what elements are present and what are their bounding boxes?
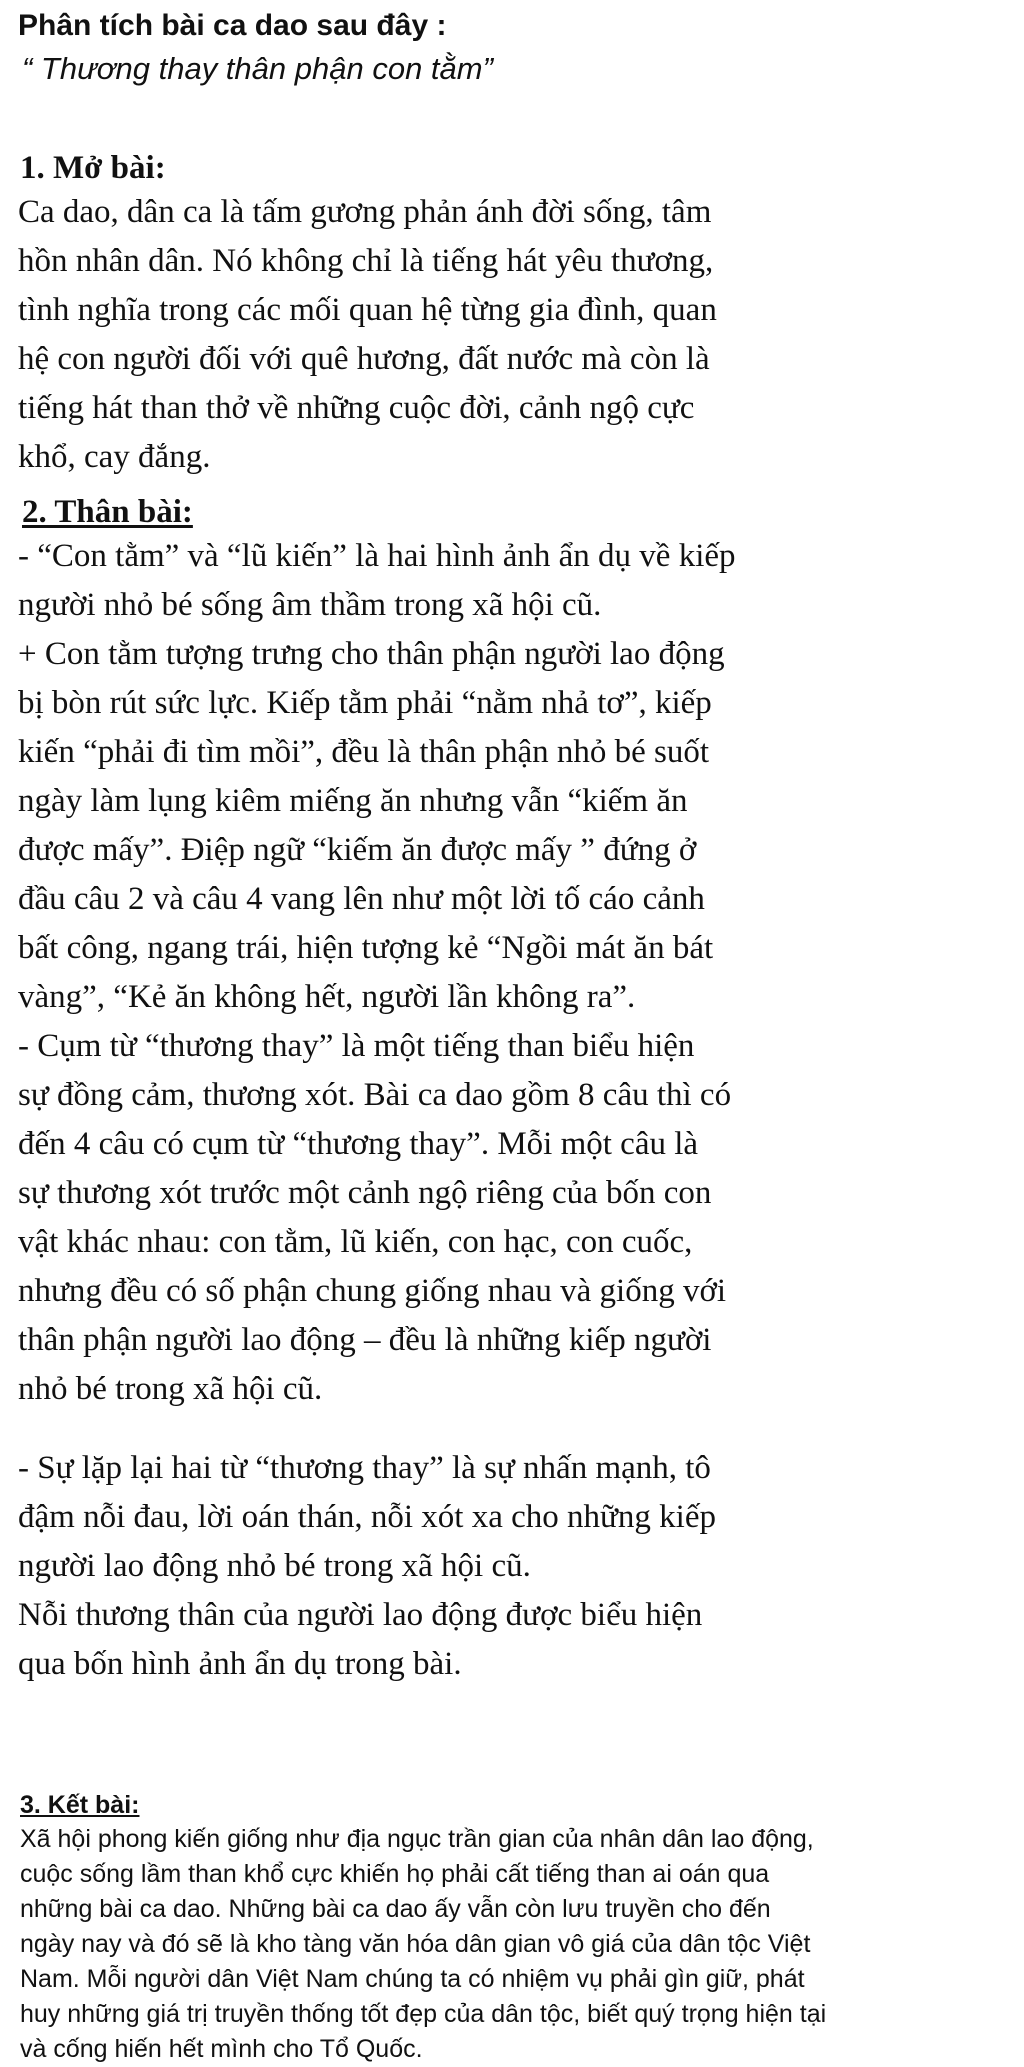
than-bai-heading: 2. Thân bài: [22,494,193,530]
mo-bai-paragraph: Ca dao, dân ca là tấm gương phản ánh đời sống, tâm hồn nhân dân. Nó không chỉ là tiếng hát yêu thương, tình nghĩa trong các mối quan hệ từng gia đình, quan hệ con người đối với quê hương, đất nước mà còn là tiếng hát than thở về những cuộc đời, cảnh ngộ cực khổ, cay đắng. [18,194,717,475]
ket-bai-paragraph: Xã hội phong kiến giống như địa ngục trần gian của nhân dân lao động, cuộc sống lầm than khổ cực khiến họ phải cất tiếng than ai oán qua những bài ca dao. Những bài ca dao ấy vẫn còn lưu truyền cho đến ngày nay và đó sẽ là kho tàng văn hóa dân gian vô giá của dân tộc Việt Nam. Mỗi người dân Việt Nam chúng ta có nhiệm vụ phải gìn giữ, phát huy những giá trị truyền thống tốt đẹp của dân tộc, biết quý trọng hiện tại và cống hiến hết mình cho Tổ Quốc. [20,1825,827,2063]
poem-subtitle: “ Thương thay thân phận con tằm” [22,51,493,86]
ket-bai-heading: 3. Kết bài: [20,1791,140,1819]
mo-bai-heading: 1. Mở bài: [20,150,166,186]
than-bai-block-1: - “Con tằm” và “lũ kiến” là hai hình ảnh ẩn dụ về kiếp người nhỏ bé sống âm thầm trong xã hội cũ. + Con tằm tượng trưng cho thân phận người lao động bị bòn rút sức lực. Kiếp tằm phải “nằm nhả tơ”, kiếp kiến “phải đi tìm mồi”, đều là thân phận nhỏ bé suốt ngày làm lụng kiêm miếng ăn nhưng vẫn “kiếm ăn được mấy”. Điệp ngữ “kiếm ăn được mấy ” đứng ở đầu câu 2 và câu 4 vang lên như một lời tố cáo cảnh bất công, ngang trái, hiện tượng kẻ “Ngồi mát ăn bát vàng”, “Kẻ ăn không hết, người lần không ra”. - Cụm từ “thương thay” là một tiếng than biểu hiện sự đồng cảm, thương xót. Bài ca dao gồm 8 câu thì có đến 4 câu có cụm từ “thương thay”. Mỗi một câu là sự thương xót trước một cảnh ngộ riêng của bốn con vật khác nhau: con tằm, lũ kiến, con hạc, con cuốc, nhưng đều có số phận chung giống nhau và giống với thân phận người lao động – đều là những kiếp người nhỏ bé trong xã hội cũ. [18,538,736,1407]
document-title: Phân tích bài ca dao sau đây : [18,9,447,42]
than-bai-block-2: - Sự lặp lại hai từ “thương thay” là sự nhấn mạnh, tô đậm nỗi đau, lời oán thán, nỗi xót xa cho những kiếp người lao động nhỏ bé trong xã hội cũ. Nỗi thương thân của người lao động được biểu hiện qua bốn hình ảnh ẩn dụ trong bài. [18,1450,716,1682]
